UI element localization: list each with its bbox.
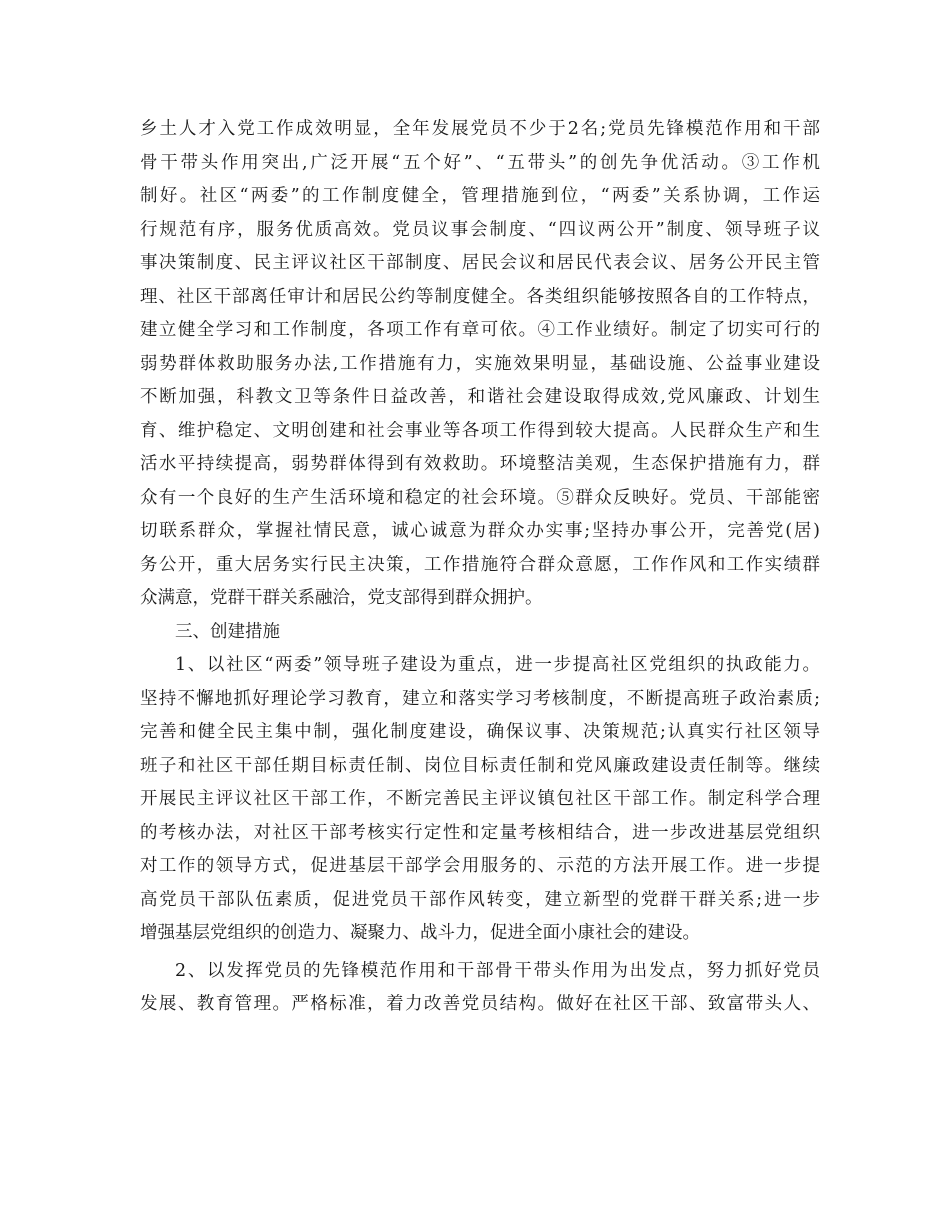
text-line: 活水平持续提高，弱势群体得到有效救助。环境整洁美观，生态保护措施有力，群 [140, 454, 820, 474]
text-line: 事决策制度、民主评议社区干部制度、居民会议和居民代表会议、居务公开民主管 [140, 253, 820, 273]
text-line: 班子和社区干部任期目标责任制、岗位目标责任制和党风廉政建设责任制等。继续 [140, 755, 820, 776]
text-line: 务公开，重大居务实行民主决策，工作措施符合群众意愿，工作作风和工作实绩群 [140, 554, 820, 575]
section-heading [140, 616, 820, 650]
text-line: 骨干带头作用突出,广泛开展“五个好”、“五带头”的创先争优活动。③工作机 [140, 152, 820, 173]
text-line: 理、社区干部离任审计和居民公约等制度健全。各类组织能够按照各自的工作特点， [140, 286, 820, 307]
text-line: 发展、教育管理。严格标准，着力改善党员结构。做好在社区干部、致富带头人、 [140, 994, 820, 1014]
text-line: 不断加强，科教文卫等条件日益改善，和谐社会建设取得成效,党风廉政、计划生 [140, 387, 820, 407]
text-line: 2、以发挥党员的先锋模范作用和干部骨干带头作用为出发点，努力抓好党员 [175, 960, 820, 981]
text-line: 众满意，党群干群关系融洽，党支部得到群众拥护。 [140, 588, 543, 608]
text-line: 行规范有序，服务优质高效。党员议事会制度、“四议两公开”制度、领导班子议 [140, 219, 820, 240]
text-line: 坚持不懈地抓好理论学习教育，建立和落实学习考核制度，不断提高班子政治素质; [140, 688, 820, 709]
text-line: 育、维护稳定、文明创建和社会事业等各项工作得到较大提高。人民群众生产和生 [140, 420, 820, 441]
text-line: 对工作的领导方式，促进基层干部学会用服务的、示范的方法开展工作。进一步提 [140, 856, 820, 876]
document-body [140, 113, 820, 1022]
text-line: 三、创建措施 [175, 621, 280, 642]
paragraph [140, 955, 820, 1022]
paragraph [140, 113, 820, 616]
text-line: 增强基层党组织的创造力、凝聚力、战斗力，促进全面小康社会的建设。 [140, 923, 700, 943]
text-line: 完善和健全民主集中制，强化制度建设，确保议事、决策规范;认真实行社区领导 [140, 722, 820, 742]
paragraph [140, 649, 820, 951]
text-line: 切联系群众，掌握社情民意，诚心诚意为群众办实事;坚持办事公开，完善党(居) [140, 521, 820, 541]
text-line: 弱势群体救助服务办法,工作措施有力，实施效果明显，基础设施、公益事业建设 [140, 353, 820, 374]
text-line: 众有一个良好的生产生活环境和稳定的社会环境。⑤群众反映好。党员、干部能密 [140, 487, 820, 508]
text-line: 的考核办法，对社区干部考核实行定性和定量考核相结合，进一步改进基层党组织 [140, 822, 820, 843]
text-line: 乡土人才入党工作成效明显，全年发展党员不少于2名;党员先锋模范作用和干部 [140, 119, 820, 139]
text-line: 高党员干部队伍素质，促进党员干部作风转变，建立新型的党群干群关系;进一步 [140, 889, 820, 910]
text-line: 建立健全学习和工作制度，各项工作有章可依。④工作业绩好。制定了切实可行的 [140, 320, 820, 340]
text-line: 开展民主评议社区干部工作，不断完善民主评议镇包社区干部工作。制定科学合理 [140, 789, 820, 809]
text-line: 1、以社区“两委”领导班子建设为重点，进一步提高社区党组织的执政能力。 [175, 655, 820, 675]
text-line: 制好。社区“两委”的工作制度健全，管理措施到位，“两委”关系协调，工作运 [140, 186, 820, 206]
